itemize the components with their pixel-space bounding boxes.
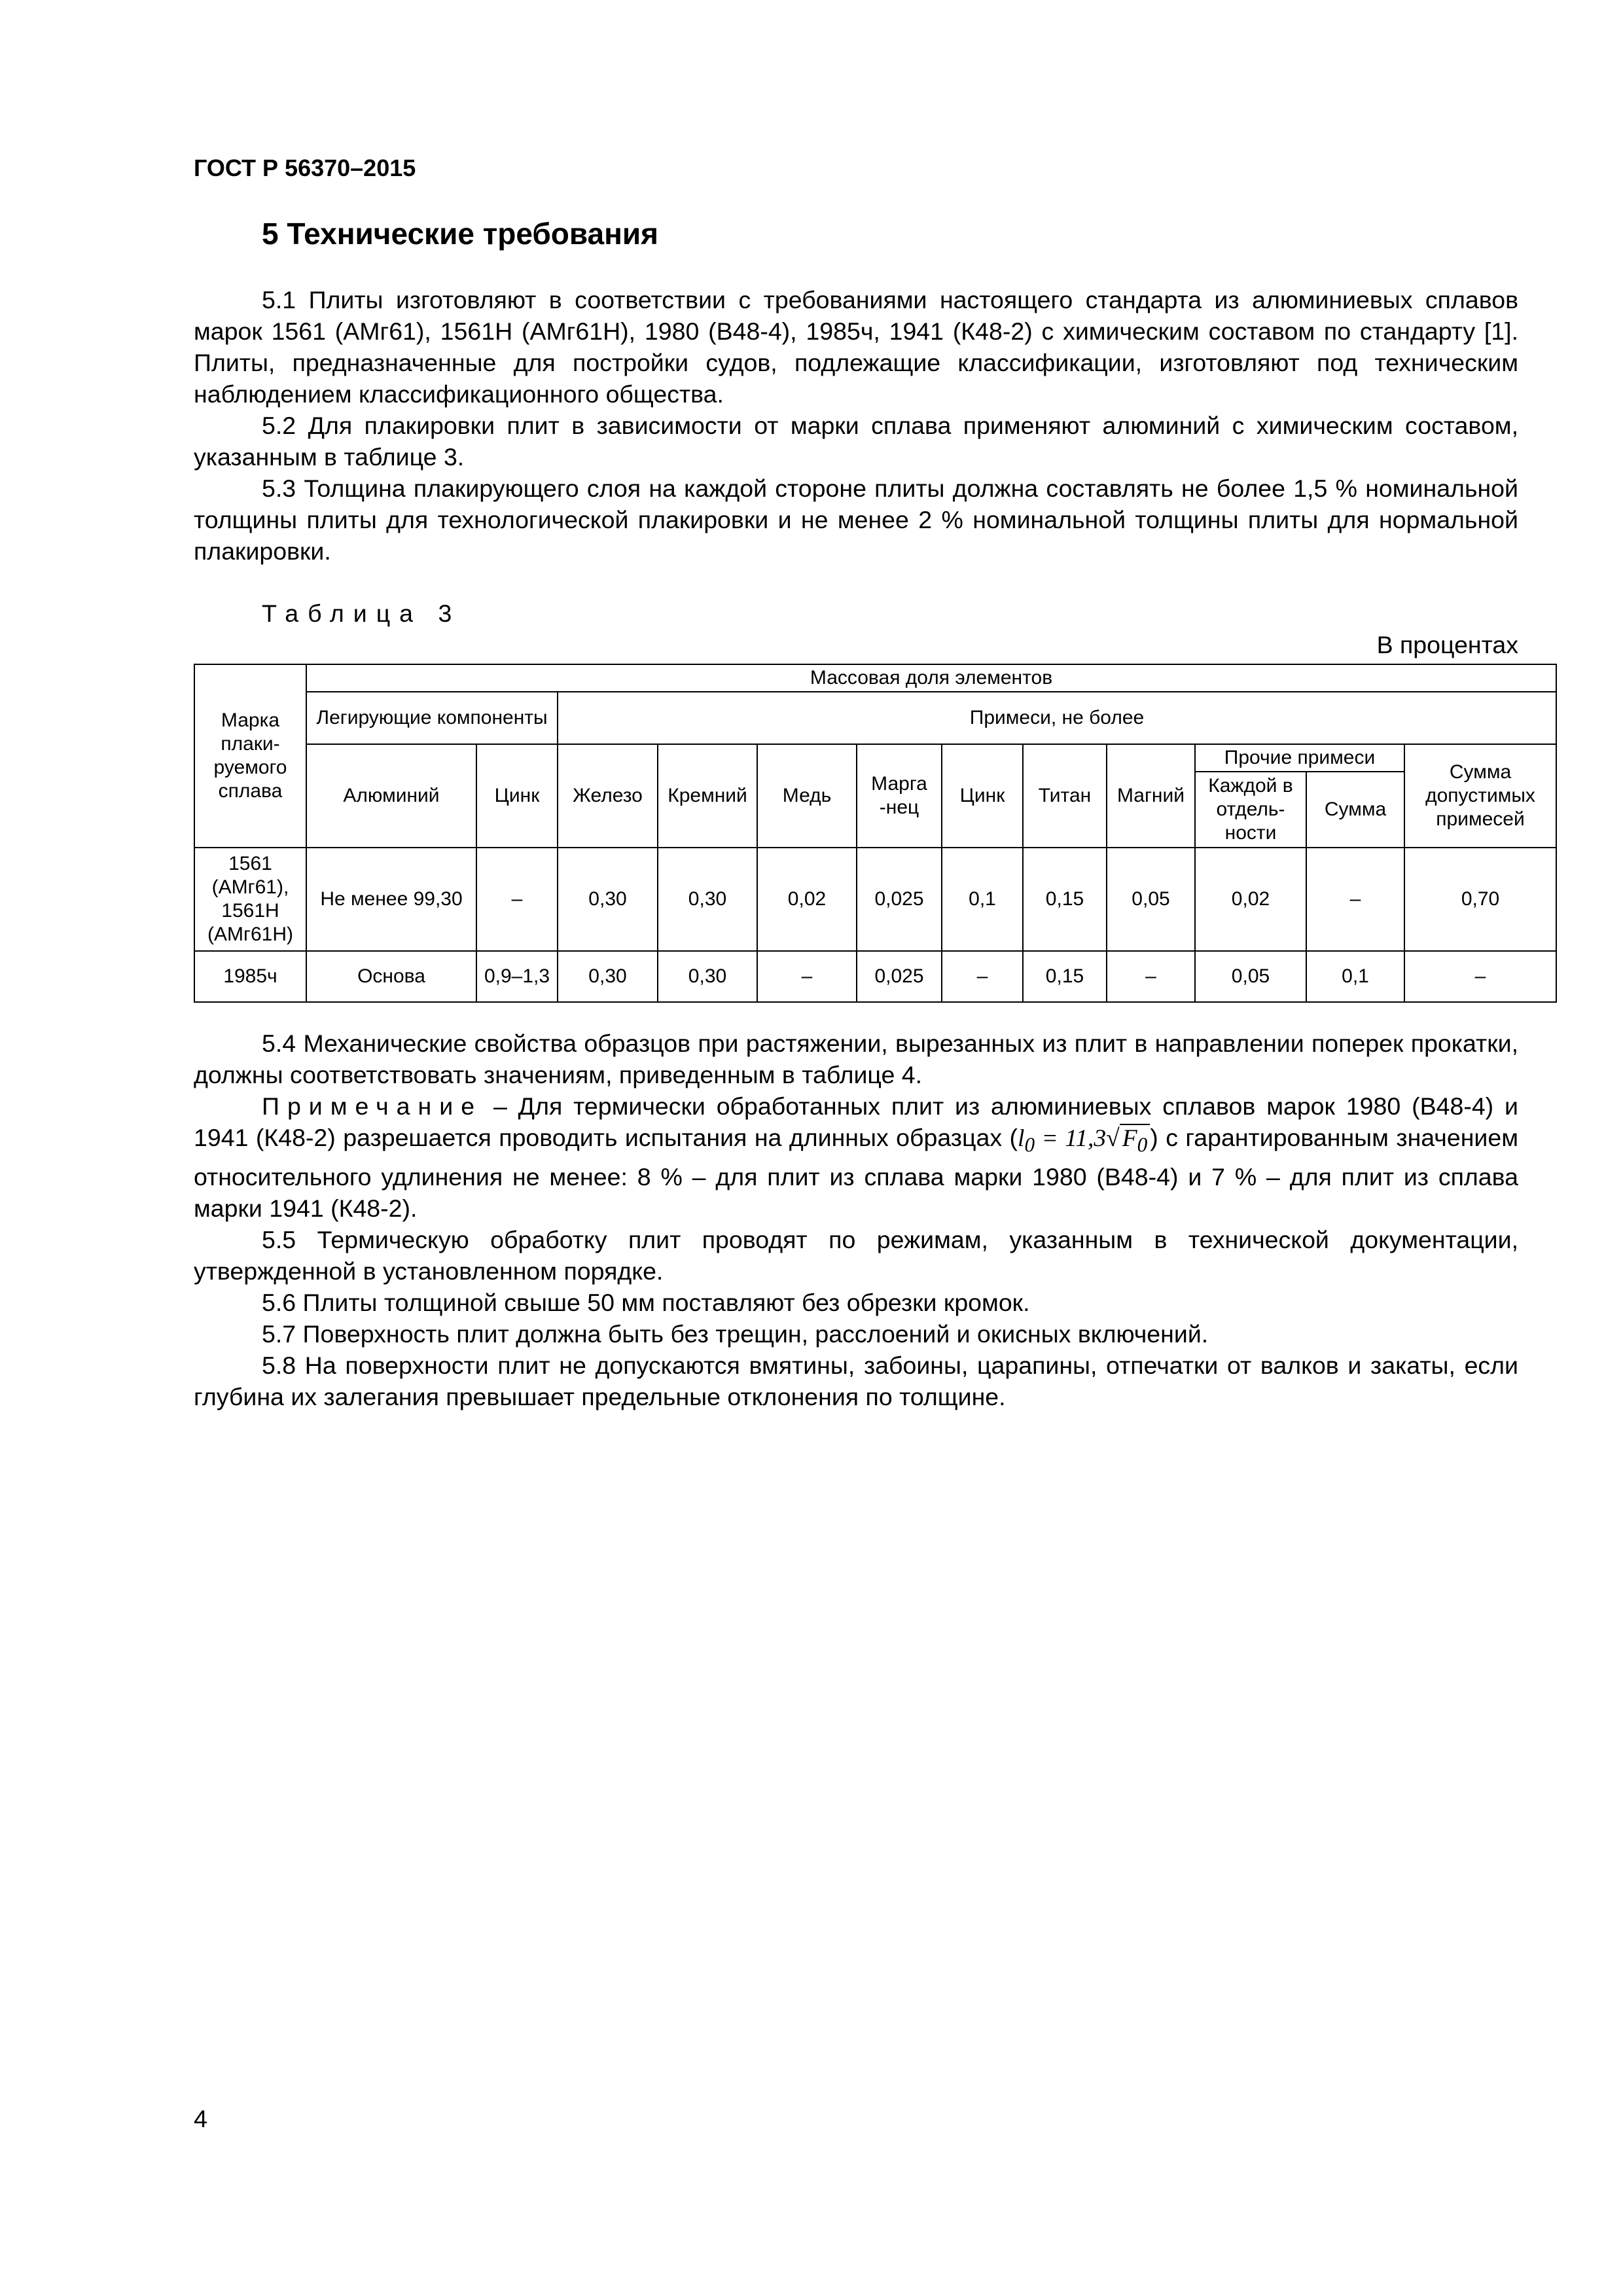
header-impurities: Примеси, не более [558,692,1556,744]
header-copper: Медь [757,744,857,848]
header-titanium: Титан [1023,744,1107,848]
header-grade: Марка плаки-руемого сплава [194,664,306,848]
paragraph-5-6: 5.6 Плиты толщиной свыше 50 мм поставляют без обрезки кромок. [262,1288,1030,1316]
paragraph-5-7: 5.7 Поверхность плит должна быть без трещин, расслоений и окисных включений. [262,1319,1209,1348]
header-aluminium: Алюминий [306,744,476,848]
header-iron: Железо [558,744,658,848]
note-label: Примечание [262,1092,483,1120]
formula-radicand [1120,1124,1150,1157]
formula [1018,1125,1150,1157]
paragraph-5-2: 5.2 Для плакировки плит в зависимости от марки сплава применяют алюминий с химическим составом, указанным в таблице 3. [194,412,1518,471]
table-cell: 0,15 [1023,848,1107,951]
paragraph-5-3: 5.3 Толщина плакирующего слоя на каждой стороне плиты должна составлять не более 1,5 % номинальной толщины плиты для технологической плакировки и не менее 2 % номинальной толщины плиты для нормальной плакировки. [194,475,1518,565]
table-cell: – [476,848,558,951]
note-text-after: ) с гарантированным значением относительного удлинения не менее: 8 % – для плит из сплава марки 1980 (В48-4) и 7 % – для плит из сплава марки 1941 (К48-2). [194,1124,1518,1222]
table-cell: 0,30 [558,951,658,1002]
table-cell: 0,30 [658,951,757,1002]
header-each: Каждой в отдель-ности [1195,772,1306,848]
table-cell: 1985ч [194,951,306,1002]
table-caption: Таблица 3 [262,600,461,627]
table-cell: – [1404,951,1556,1002]
table-row [194,951,1556,1002]
table-cell: 0,1 [1306,951,1404,1002]
table-cell: 0,025 [857,848,942,951]
table-cell: Не менее 99,30 [306,848,476,951]
table-cell: – [1306,848,1404,951]
table-row [194,848,1556,951]
table-cell: 0,05 [1107,848,1195,951]
table-cell: – [1107,951,1195,1002]
table-3 [194,664,1557,1003]
table-cell: 0,02 [1195,848,1306,951]
formula-f-sub: 0 [1137,1133,1148,1157]
formula-l: l [1018,1125,1025,1152]
header-zinc-impurity: Цинк [942,744,1023,848]
paragraph-5-8: 5.8 На поверхности плит не допускаются вмятины, забоины, царапины, отпечатки от валков и закаты, если глубина их залегания превышает предельные отклонения по толщине. [194,1351,1518,1410]
table-cell: 0,025 [857,951,942,1002]
header-mass-fraction: Массовая доля элементов [306,664,1556,692]
table-cell: 0,30 [658,848,757,951]
table-cell: 0,70 [1404,848,1556,951]
header-magnesium: Магний [1107,744,1195,848]
header-silicon: Кремний [658,744,757,848]
table-cell: 1561 (АМг61), 1561Н (АМг61Н) [194,848,306,951]
paragraphs-top [194,284,1518,567]
note-text-before: – Для термически обработанных плит из алюминиевых сплавов марок 1980 (В48-4) и 1941 (К48-2) разрешается проводить испытания на длинных образцах ( [194,1092,1518,1151]
page-number: 4 [194,2105,207,2132]
header-zinc: Цинк [476,744,558,848]
table-cell: 0,1 [942,848,1023,951]
document-code: ГОСТ Р 56370–2015 [194,154,416,181]
table-cell: 0,05 [1195,951,1306,1002]
section-title: 5 Технические требования [262,217,658,251]
table-cell: – [942,951,1023,1002]
table-cell: – [757,951,857,1002]
formula-eq: = 11,3 [1035,1125,1107,1152]
table-cell: Основа [306,951,476,1002]
table-cell: 0,02 [757,848,857,951]
sqrt-icon: √ [1106,1125,1120,1152]
table-cell: 0,9–1,3 [476,951,558,1002]
table-cell: 0,30 [558,848,658,951]
paragraph-5-5: 5.5 Термическую обработку плит проводят по режимам, указанным в технической документации, утвержденной в установленном порядке. [194,1225,1518,1285]
header-manganese: Марга -нец [857,744,942,848]
header-sum: Сумма [1306,772,1404,848]
table-cell: 0,15 [1023,951,1107,1002]
formula-l-sub: 0 [1024,1133,1035,1157]
note [194,1090,1518,1224]
paragraph-5-1: 5.1 Плиты изготовляют в соответствии с требованиями настоящего стандарта из алюминиевых сплавов марок 1561 (АМг61), 1561Н (АМг61Н), 1980 (В48-4), 1985ч, 1941 (К48-2) с химическим составом по стандарту [1]. Плиты, предназначенные для постройки судов, подлежащие классификации, изготовляют под техническим наблюдением классификационного общества. [194,286,1518,408]
paragraph-5-4: 5.4 Механические свойства образцов при растяжении, вырезанных из плит в направлении поперек прокатки, должны соответствовать значениям, приведенным в таблице 4. [194,1030,1518,1088]
table-unit: В процентах [1376,631,1518,658]
formula-f: F [1122,1125,1137,1152]
paragraphs-bottom [194,1028,1518,1412]
header-total-allowed: Сумма допустимых примесей [1404,744,1556,848]
header-alloying: Легирующие компоненты [306,692,558,744]
header-other-impurities: Прочие примеси [1195,744,1404,772]
